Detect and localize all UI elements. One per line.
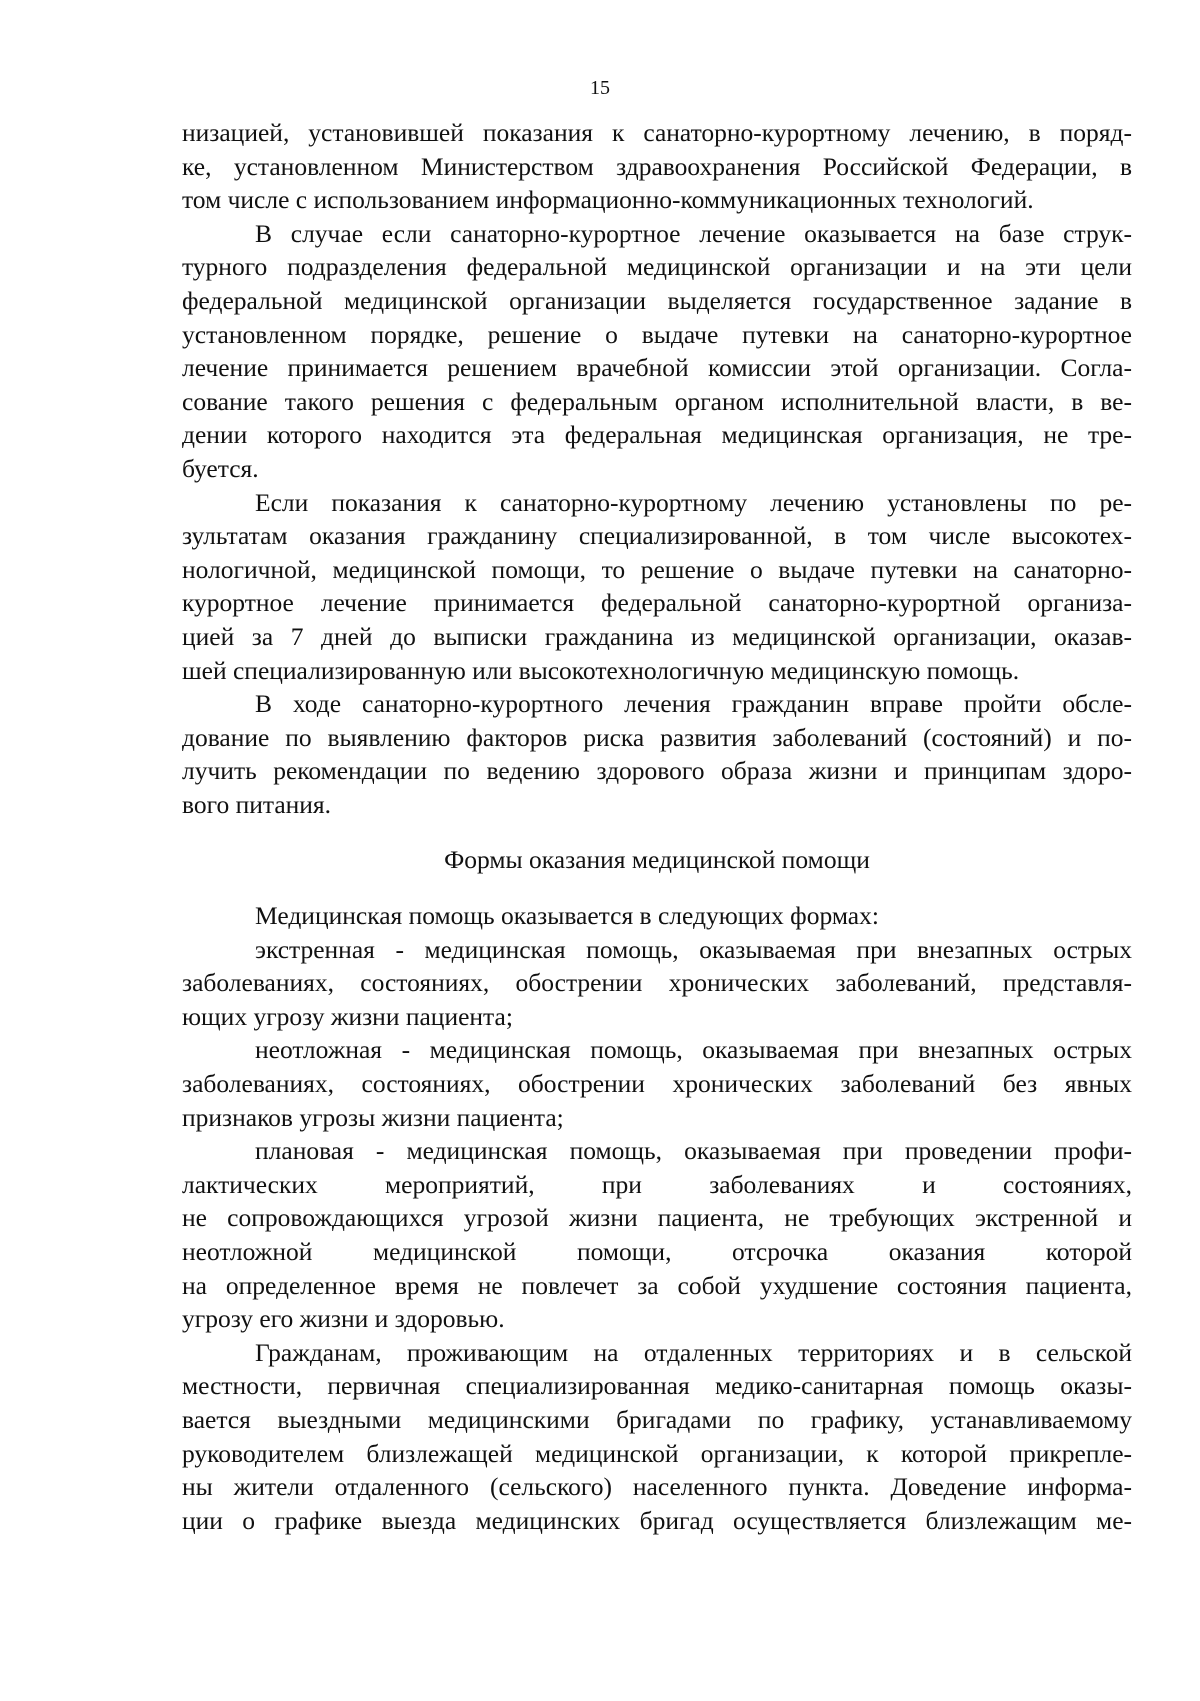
text-line: турного подразделения федеральной медицинской организации и на эти цели <box>182 252 1132 282</box>
text-line: не сопровождающихся угрозой жизни пациента, не требующих экстренной и <box>182 1203 1132 1233</box>
text-line: Гражданам, проживающим на отдаленных территориях и в сельской <box>255 1337 1132 1367</box>
text-line: неотложной медицинской помощи, отсрочка оказания которой <box>182 1237 1132 1266</box>
text-line: плановая - медицинская помощь, оказываемая при проведении профи- <box>255 1136 1132 1166</box>
text-line: дении которого находится эта федеральная медицинская организация, не тре- <box>182 420 1132 450</box>
text-line: вого питания. <box>182 789 332 819</box>
text-line: сование такого решения с федеральным органом исполнительной власти, в ве- <box>182 386 1132 416</box>
text-line: Медицинская помощь оказывается в следующих формах: <box>255 901 879 931</box>
section-heading: Формы оказания медицинской помощи <box>444 845 870 875</box>
text-line: федеральной медицинской организации выделяется государственное задание в <box>182 285 1132 315</box>
paragraph-examination <box>182 687 1132 821</box>
text-line: дование по выявлению факторов риска развития заболеваний (состояний) и по- <box>182 722 1132 752</box>
text-line: экстренная - медицинская помощь, оказываемая при внезапных острых <box>255 934 1132 964</box>
text-line: неотложная - медицинская помощь, оказываемая при внезапных острых <box>255 1035 1132 1065</box>
text-line: цией за 7 дней до выписки гражданина из медицинской организации, оказав- <box>182 621 1132 651</box>
text-line: установленном порядке, решение о выдаче путевки на санаторно-курортное <box>182 319 1132 349</box>
text-line: шей специализированную или высокотехнологичную медицинскую помощь. <box>182 655 1020 685</box>
text-line: В ходе санаторно-курортного лечения гражданин вправе пройти обсле- <box>255 689 1132 719</box>
text-line: вается выездными медицинскими бригадами по графику, устанавливаемому <box>182 1404 1132 1434</box>
paragraph-specialized-care <box>182 486 1132 688</box>
paragraph-emergency <box>182 933 1132 1034</box>
text-line: заболеваниях, состояниях, обострении хронических заболеваний без явных <box>182 1069 1132 1099</box>
text-line: нологичной, медицинской помощи, то решение о выдаче путевки на санаторно- <box>182 554 1132 584</box>
text-line: руководителем близлежащей медицинской организации, к которой прикрепле- <box>182 1438 1132 1468</box>
text-line: лучить рекомендации по ведению здорового образа жизни и принципам здоро- <box>182 756 1132 786</box>
text-line: зультатам оказания гражданину специализированной, в том числе высокотех- <box>182 521 1132 551</box>
document-body <box>182 116 1132 1537</box>
text-line: лечение принимается решением врачебной комиссии этой организации. Согла- <box>182 353 1132 383</box>
paragraph-forms-intro <box>182 899 1132 933</box>
page-number: 15 <box>590 77 610 99</box>
text-line: местности, первичная специализированная медико-санитарная помощь оказы- <box>182 1371 1132 1401</box>
text-line: заболеваниях, состояниях, обострении хронических заболеваний, представля- <box>182 968 1132 998</box>
text-line: лактических мероприятий, при заболеваниях и состояниях, <box>182 1169 1132 1199</box>
paragraph-planned <box>182 1134 1132 1336</box>
paragraph-continuation <box>182 116 1132 217</box>
paragraph-federal-organization <box>182 217 1132 486</box>
text-line: ны жители отдаленного (сельского) населенного пункта. Доведение информа- <box>182 1472 1132 1502</box>
text-line: том числе с использованием информационно-коммуникационных технологий. <box>182 185 1034 215</box>
text-line: угрозу его жизни и здоровью. <box>182 1304 505 1334</box>
text-line: Если показания к санаторно-курортному лечению установлены по ре- <box>255 487 1132 517</box>
text-line: В случае если санаторно-курортное лечение оказывается на базе струк- <box>255 218 1132 248</box>
paragraph-urgent <box>182 1033 1132 1134</box>
text-line: ции о графике выезда медицинских бригад осуществляется близлежащим ме- <box>182 1505 1132 1535</box>
paragraph-remote-territories <box>182 1336 1132 1538</box>
text-line: буется. <box>182 453 259 483</box>
text-line: низацией, установившей показания к санаторно-курортному лечению, в поряд- <box>182 118 1132 147</box>
text-line: курортное лечение принимается федеральной санаторно-курортной организа- <box>182 588 1132 618</box>
text-line: ющих угрозу жизни пациента; <box>182 1001 513 1031</box>
text-line: ке, установленном Министерством здравоохранения Российской Федерации, в <box>182 151 1132 181</box>
text-line: признаков угрозы жизни пациента; <box>182 1102 564 1132</box>
text-line: на определенное время не повлечет за собой ухудшение состояния пациента, <box>182 1270 1132 1300</box>
